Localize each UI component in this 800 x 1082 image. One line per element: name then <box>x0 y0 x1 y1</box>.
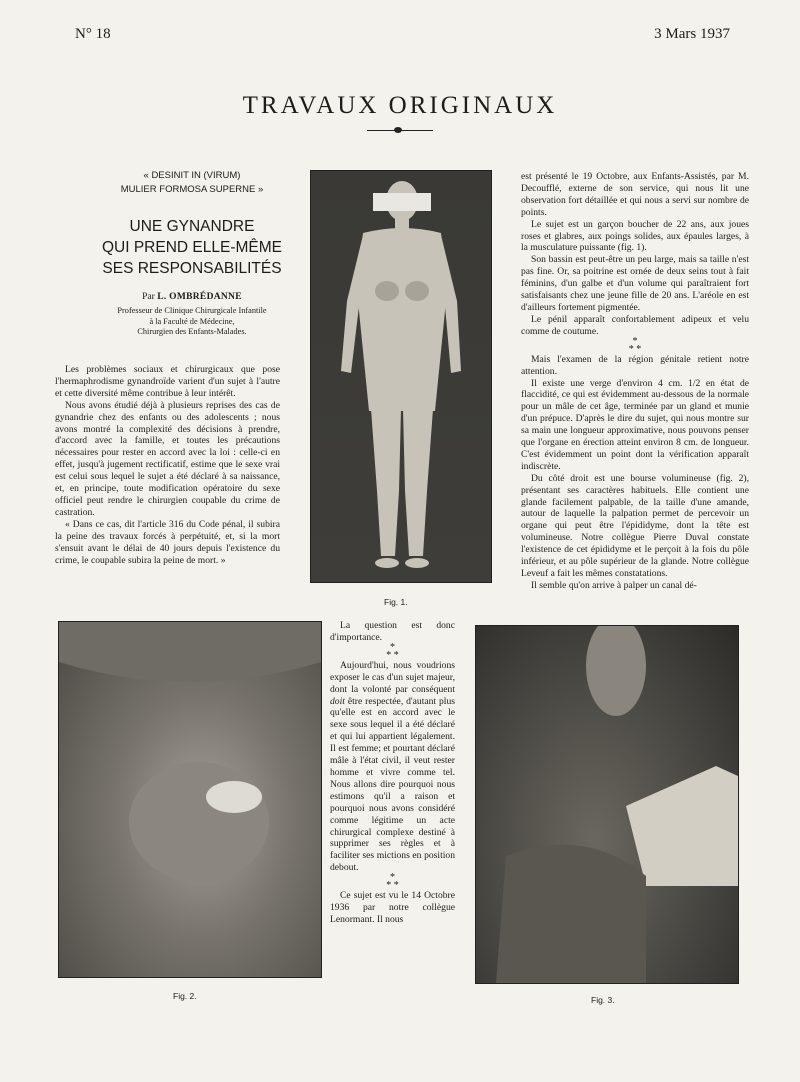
paragraph: Du côté droit est une bourse volumineuse (fig. 2), présentant ses caractères habituels. Elle contient une glande facilement palpable, de la taille d'une amande, autour de laquelle la palpation permet de percevoir un organe qui peut être l'épididyme, dont la tête est volumineuse. Notre collègue Pierre Duval constate l'existence de cet épididyme et le perçoit à la fois du pôle inférieur, et au pôle supérieur de la glande. Notre collègue Leveuf a fait les mêmes constatations. <box>521 472 749 579</box>
article-title-line-1: UNE GYNANDRE <box>129 218 255 235</box>
figure-2-photo <box>58 621 322 978</box>
paragraph: « Dans ce cas, dit l'article 316 du Code pénal, il subira la peine des travaux forcés à perpétuité, et, si la mort s'ensuit avant le délai de 40 jours depuis l'existence du crime, le coupable subira la peine de mort. » <box>55 518 280 566</box>
text-span: être respectée, d'autant plus qu'elle est en accord avec le sexe sous lequel il a été déclaré et qui lui appartient légalement. Il est femme; et pourtant déclaré mâle à l'état civil, il veut rester homme et vivre comme tel. Nous allons dire pourquoi nous estimons qu'il a raison et pourquoi nous avons considéré comme légitime un acte chirurgical complexe destiné à supprimer ses règles et à faciliter ses mictions en position debout. <box>330 695 455 874</box>
article-title-line-2: QUI PREND ELLE-MÊME <box>101 239 282 256</box>
text-span: Aujourd'hui, nous voudrions exposer le cas d'un sujet majeur, dont la volonté par conséquent <box>330 659 455 695</box>
byline <box>78 292 306 302</box>
section-title: TRAVAUX ORIGINAUX <box>242 92 558 119</box>
paragraph: Son bassin est peut-être un peu large, mais sa taille n'est pas fine. Or, sa poitrine est ornée de deux seins tout à fait féminins, d'un galbe et d'un volume qui paraîtraient fort satisfaisants chez une jeune fille de 20 ans. L'aréole en est d'ailleurs fortement pigmentée. <box>521 254 749 313</box>
paragraph: Il semble qu'on arrive à palper un canal dé- <box>531 579 697 591</box>
article-title <box>78 216 306 279</box>
paragraph: Le sujet est un garçon boucher de 22 ans, aux joues roses et glabres, aux poings solides, aux épaules larges, à la musculature puissante (fig. 1). <box>521 218 749 254</box>
paragraph: est présenté le 19 Octobre, aux Enfants-Assistés, par M. Decoufflé, externe de son service, qui nous lit une observation fort détaillée et qui nous a servi sur nombre de points. <box>521 171 749 218</box>
title-ornament-rule <box>367 130 433 131</box>
eye-censor-bar <box>373 193 431 211</box>
affiliation-line-1: Professeur de Clinique Chirurgicale Infantile <box>117 306 267 315</box>
right-column-text <box>521 171 749 592</box>
issue-number: N° 18 <box>75 26 111 42</box>
epigraph-line-2: MULIER FORMOSA SUPERNE » <box>120 184 264 195</box>
figure-1-photo <box>310 170 492 583</box>
section-break-stars: * * * <box>386 641 399 661</box>
issue-date: 3 Mars 1937 <box>654 26 730 42</box>
paragraph: La question est donc d'importance. <box>330 620 455 643</box>
left-column-text <box>55 364 280 566</box>
figure-2-illustration <box>59 622 321 977</box>
section-break-stars: * * * <box>386 872 399 892</box>
paragraph: Mais l'examen de la région génitale retient notre attention. <box>521 353 749 377</box>
standing-figure-illustration <box>311 171 491 582</box>
figure-2-caption: Fig. 2. <box>173 991 197 1001</box>
paragraph: Il existe une verge d'environ 4 cm. 1/2 en état de flaccidité, ce qui est évidemment au-dessous de la normale pour un mâle de cet âge, terminée par un gland et munie d'un prépuce. D'après le dire du sujet, qui nous montre sur sa main une longueur approximative, nous pouvons penser que l'organe en érection atteint environ 8 cm. de longueur. C'est évidemment un point dont la vérification apparaît indiscrète. <box>521 377 749 472</box>
paragraph: Les problèmes sociaux et chirurgicaux que pose l'hermaphrodisme gynandroïde varient d'un sujet à l'autre et cette diversité même contribue à leur intérêt. <box>55 364 280 399</box>
emphasis: doit <box>330 695 345 707</box>
epigraph-line-1: « DESINIT IN (VIRUM) <box>143 170 241 181</box>
author-name: L. OMBRÉDANNE <box>157 292 242 302</box>
article-title-line-3: SES RESPONSABILITÉS <box>102 260 282 277</box>
author-affiliation <box>78 306 306 338</box>
byline-prefix: Par <box>142 292 155 302</box>
paragraph: Nous avons étudié déjà à plusieurs reprises des cas de gynandrie chez des enfants ou des adolescents ; nous avons montré la complexité des décisions à prendre, d'accord avec la famille, et toutes les précautions nécessaires pour rester en accord avec la loi : celle-ci en effet, jusqu'à jugement rectificatif, estime que le sexe vrai est celui sous lequel le sujet a été déclaré à sa naissance, et, en principe, toute modification opératoire du sexe officiel peut rendre le chirurgien coupable du crime de castration. <box>55 399 280 518</box>
section-break-stars: * * * <box>628 335 642 355</box>
affiliation-line-3: Chirurgien des Enfants-Malades. <box>137 327 247 336</box>
figure-1-caption: Fig. 1. <box>384 597 408 607</box>
paragraph: Le pénil apparaît confortablement adipeux et velu comme de coutume. <box>521 313 749 337</box>
figure-3-caption: Fig. 3. <box>591 995 615 1005</box>
middle-column-text <box>330 620 455 926</box>
figure-3-illustration <box>476 626 738 983</box>
paragraph <box>330 660 455 874</box>
figure-3-photo <box>475 625 739 984</box>
affiliation-line-2: à la Faculté de Médecine, <box>149 316 235 326</box>
paragraph: Ce sujet est vu le 14 Octobre 1936 par notre collègue Lenormant. Il nous <box>330 890 455 925</box>
